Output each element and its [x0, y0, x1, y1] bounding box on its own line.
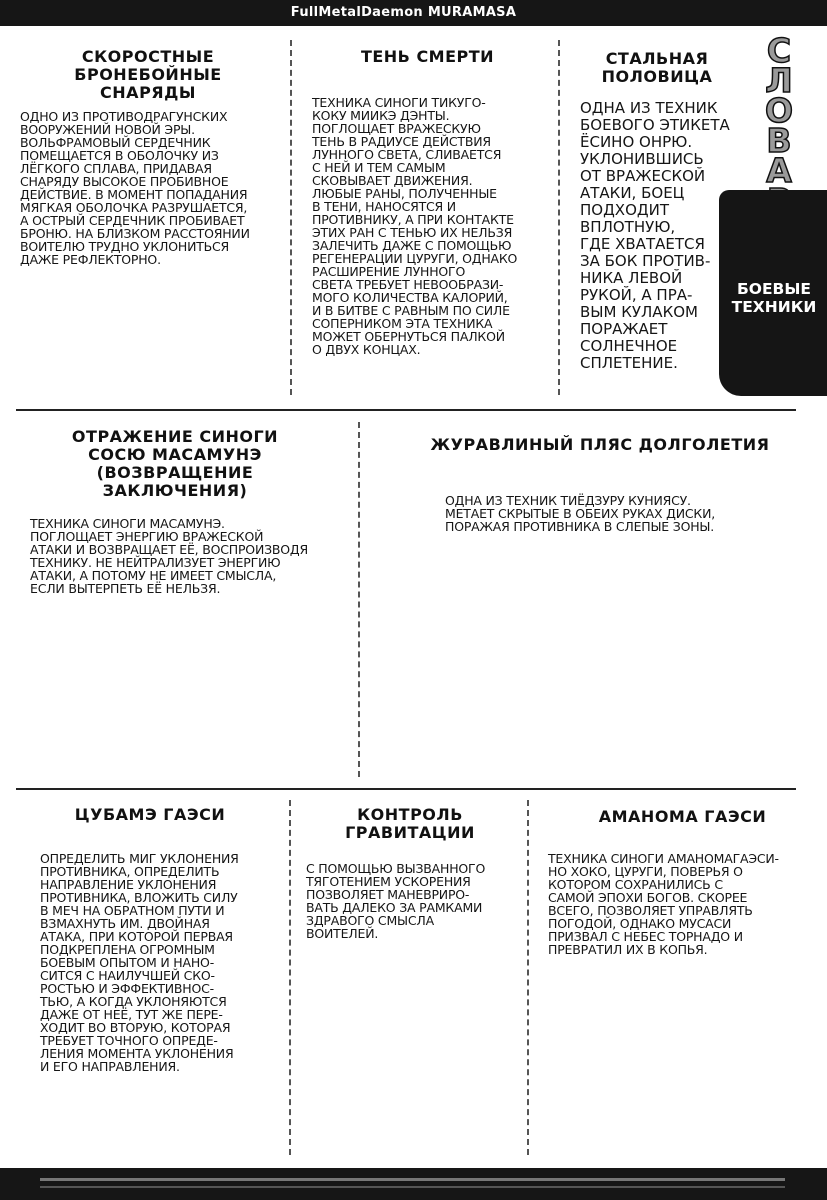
entry-text: ОДНА ИЗ ТЕХНИК БОЕВОГО ЭТИКЕТА ЁСИНО ОНРЮ. УКЛОНИВШИСЬ ОТ ВРАЖЕСКОЙ АТАКИ, БОЕЦ ПОДХОДИТ ВПЛОТНУЮ, ГДЕ ХВАТАЕТСЯ ЗА БОК ПРОТИВ- НИКА ЛЕВОЙ РУКОЙ, А ПРА- ВЫМ КУЛАКОМ ПОРАЖАЕТ СОЛНЕЧНОЕ СПЛЕТЕНИЕ. — [580, 99, 730, 372]
entry-heading: АМАНОМА ГАЭСИ — [598, 807, 767, 826]
row-divider — [16, 788, 796, 790]
glossary-letter: В — [766, 121, 792, 160]
footer-stripe — [40, 1178, 785, 1181]
column-divider — [527, 800, 529, 1155]
entry-text: ТЕХНИКА СИНОГИ ТИКУГО- КОКУ МИИКЭ ДЭНТЫ. ПОГЛОЩАЕТ ВРАЖЕСКУЮ ТЕНЬ В РАДИУСЕ ДЕЙСТВИЯ ЛУННОГО СВЕТА, СЛИВАЕТСЯ С НЕЙ И ТЕМ САМЫМ СКОВЫВАЕТ ДВИЖЕНИЯ. ЛЮБЫЕ РАНЫ, ПОЛУЧЕННЫЕ В ТЕНИ, НАНОСЯТСЯ И ПРОТИВНИКУ, А ПРИ КОНТАКТЕ ЭТИХ РАН С ТЕНЬЮ ИХ НЕЛЬЗЯ ЗАЛЕЧИТЬ ДАЖЕ С ПОМОЩЬЮ РЕГЕНЕРАЦИИ ЦУРУГИ, ОДНАКО РАСШИРЕНИЕ ЛУННОГО СВЕТА ТРЕБУЕТ НЕВООБРАЗИ- МОГО КОЛИЧЕСТВА КАЛОРИЙ, И В БИТВЕ С РАВНЫМ ПО СИЛЕ СОПЕРНИКОМ ЭТА ТЕХНИКА МОЖЕТ ОБЕРНУТЬСЯ ПАЛКОЙ О ДВУХ КОНЦАХ. — [312, 95, 518, 357]
footer-stripe — [40, 1186, 785, 1188]
header-title: FullMetalDaemon MURAMASA — [240, 0, 567, 26]
entry-text: ТЕХНИКА СИНОГИ МАСАМУНЭ. ПОГЛОЩАЕТ ЭНЕРГИЮ ВРАЖЕСКОЙ АТАКИ И ВОЗВРАЩАЕТ ЕЁ, ВОСПРОИЗВОДЯ ТЕХНИКУ. НЕ НЕЙТРАЛИЗУЕТ ЭНЕРГИЮ АТАКИ, А ПОТОМУ НЕ ИМЕЕТ СМЫСЛА, ЕСЛИ ВЫТЕРПЕТЬ ЕЁ НЕЛЬЗЯ. — [30, 516, 308, 596]
column-divider — [290, 40, 292, 395]
entry-text: ОДНА ИЗ ТЕХНИК ТИЁДЗУРУ КУНИЯСУ. МЕТАЕТ СКРЫТЫЕ В ОБЕИХ РУКАХ ДИСКИ, ПОРАЖАЯ ПРОТИВНИКА В СЛЕПЫЕ ЗОНЫ. — [445, 493, 715, 534]
entry-heading: КОНТРОЛЬ ГРАВИТАЦИИ — [345, 805, 475, 842]
entry-heading: ЖУРАВЛИНЫЙ ПЛЯС ДОЛГОЛЕТИЯ — [430, 435, 770, 454]
entry-text: ОДНО ИЗ ПРОТИВОДРАГУНСКИХ ВООРУЖЕНИЙ НОВОЙ ЭРЫ. ВОЛЬФРАМОВЫЙ СЕРДЕЧНИК ПОМЕЩАЕТСЯ В ОБОЛОЧКУ ИЗ ЛЁГКОГО СПЛАВА, ПРИДАВАЯ СНАРЯДУ ВЫСОКОЕ ПРОБИВНОЕ ДЕЙСТВИЕ. В МОМЕНТ ПОПАДАНИЯ МЯГКАЯ ОБОЛОЧКА РАЗРУШАЕТСЯ, А ОСТРЫЙ СЕРДЕЧНИК ПРОБИВАЕТ БРОНЮ. НА БЛИЗКОМ РАССТОЯНИИ ВОИТЕЛЮ ТРУДНО УКЛОНИТЬСЯ ДАЖЕ РЕФЛЕКТОРНО. — [20, 109, 250, 267]
entry-heading: ЦУБАМЭ ГАЭСИ — [74, 805, 226, 824]
entry-text: ТЕХНИКА СИНОГИ АМАНОМАГАЭСИ- НО ХОКО, ЦУРУГИ, ПОВЕРЬЯ О КОТОРОМ СОХРАНИЛИСЬ С САМОЙ ЭПОХИ БОГОВ. СКОРЕЕ ВСЕГО, ПОЗВОЛЯЕТ УПРАВЛЯТЬ ПОГОДОЙ, ОДНАКО МУСАСИ ПРИЗВАЛ С НЕБЕС ТОРНАДО И ПРЕВРАТИЛ ИХ В КОПЬЯ. — [548, 851, 779, 957]
glossary-letter: А — [766, 151, 792, 190]
entry-text: С ПОМОЩЬЮ ВЫЗВАННОГО ТЯГОТЕНИЕМ УСКОРЕНИЯ ПОЗВОЛЯЕТ МАНЕВРИРО- ВАТЬ ДАЛЕКО ЗА РАМКАМИ ЗДРАВОГО СМЫСЛА ВОИТЕЛЕЙ. — [306, 861, 486, 941]
column-divider — [358, 422, 360, 777]
row-divider — [16, 409, 796, 411]
entry-text: ОПРЕДЕЛИТЬ МИГ УКЛОНЕНИЯ ПРОТИВНИКА, ОПРЕДЕЛИТЬ НАПРАВЛЕНИЕ УКЛОНЕНИЯ ПРОТИВНИКА, ВЛОЖИТЬ СИЛУ В МЕЧ НА ОБРАТНОМ ПУТИ И ВЗМАХНУТЬ ИМ. ДВОЙНАЯ АТАКА, ПРИ КОТОРОЙ ПЕРВАЯ ПОДКРЕПЛЕНА ОГРОМНЫМ БОЕВЫМ ОПЫТОМ И НАНО- СИТСЯ С НАИЛУЧШЕЙ СКО- РОСТЬЮ И ЭФФЕКТИВНОС- ТЬЮ, А КОГДА УКЛОНЯЮТСЯ ДАЖЕ ОТ НЕЁ, ТУТ ЖЕ ПЕРЕ- ХОДИТ ВО ВТОРУЮ, КОТОРАЯ ТРЕБУЕТ ТОЧНОГО ОПРЕДЕ- ЛЕНИЯ МОМЕНТА УКЛОНЕНИЯ И ЕГО НАПРАВЛЕНИЯ. — [40, 851, 239, 1074]
footer-bar — [0, 1168, 827, 1200]
section-tab-label: БОЕВЫЕ ТЕХНИКИ — [731, 280, 817, 316]
glossary-letter: Л — [765, 61, 793, 100]
column-divider — [289, 800, 291, 1155]
entry-heading: ОТРАЖЕНИЕ СИНОГИ СОСЮ МАСАМУНЭ (ВОЗВРАЩЕНИЕ ЗАКЛЮЧЕНИЯ) — [71, 427, 279, 500]
glossary-letter: О — [764, 91, 794, 130]
entry-heading: СКОРОСТНЫЕ БРОНЕБОЙНЫЕ СНАРЯДЫ — [74, 47, 222, 102]
column-divider — [558, 40, 560, 395]
entry-heading: СТАЛЬНАЯ ПОЛОВИЦА — [601, 49, 713, 86]
entry-heading: ТЕНЬ СМЕРТИ — [360, 47, 495, 66]
glossary-letter: С — [766, 31, 792, 70]
